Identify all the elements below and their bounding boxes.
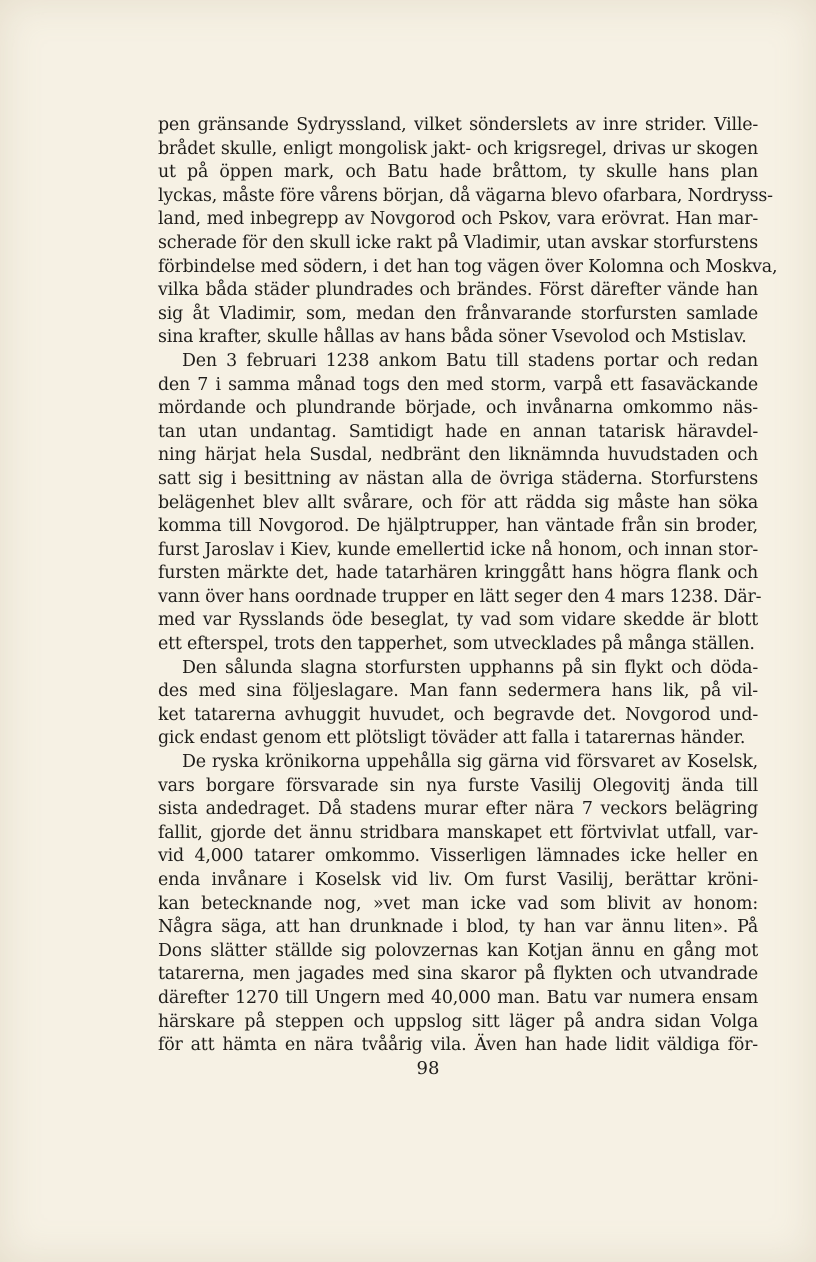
- text-line: Några säga, att han drunknade i blod, ty han var ännu liten». På: [158, 917, 758, 938]
- page-number: 98: [416, 1058, 440, 1079]
- text-line: tatarerna, men jagades med sina skaror på flykten och utvandrade: [158, 964, 758, 985]
- body-text: [158, 114, 778, 1058]
- text-line: den 7 i samma månad togs den med storm, varpå ett fasaväckande: [158, 374, 758, 395]
- text-line: Den 3 februari 1238 ankom Batu till stadens portar och redan: [182, 350, 758, 371]
- text-line: scherade för den skull icke rakt på Vladimir, utan avskar storfurstens: [158, 232, 758, 253]
- text-line: sig åt Vladimir, som, medan den frånvarande storfursten samlade: [158, 303, 758, 324]
- text-line: des med sina följeslagare. Man fann sedermera hans lik, på vil-: [158, 681, 758, 702]
- text-line: därefter 1270 till Ungern med 40,000 man. Batu var numera ensam: [158, 987, 758, 1008]
- text-line: land, med inbegrepp av Novgorod och Pskov, vara erövrat. Han mar-: [158, 209, 758, 230]
- text-line: gick endast genom ett plötsligt töväder att falla i tatarernas händer.: [158, 728, 746, 749]
- text-line: sina krafter, skulle hållas av hans båda söner Vsevolod och Mstislav.: [158, 327, 747, 348]
- text-line: ket tatarerna avhuggit huvudet, och begravde det. Novgorod und-: [158, 704, 758, 725]
- text-line: satt sig i besittning av nästan alla de övriga städerna. Storfurstens: [158, 468, 758, 489]
- text-line: ning härjat hela Susdal, nedbränt den liknämnda huvudstaden och: [158, 445, 758, 466]
- text-line: ut på öppen mark, och Batu hade bråttom, ty skulle hans plan: [158, 162, 758, 183]
- text-line: härskare på steppen och uppslog sitt läger på andra sidan Volga: [158, 1011, 758, 1032]
- text-line: lyckas, måste före vårens början, då vägarna blevo ofarbara, Nordryss-: [158, 185, 773, 206]
- text-line: fallit, gjorde det ännu stridbara manskapet ett förtvivlat utfall, var-: [158, 822, 758, 843]
- text-line: belägenhet blev allt svårare, och för att rädda sig måste han söka: [158, 492, 758, 513]
- text-line: Den sålunda slagna storfursten upphanns på sin flykt och döda-: [182, 657, 758, 678]
- text-line: brådet skulle, enligt mongolisk jakt- och krigsregel, drivas ur skogen: [158, 138, 758, 159]
- text-line: Dons slätter ställde sig polovzernas kan Kotjan ännu en gång mot: [158, 940, 758, 961]
- text-line: mördande och plundrande började, och invånarna omkommo näs-: [158, 398, 758, 419]
- text-line: vid 4,000 tatarer omkommo. Visserligen lämnades icke heller en: [158, 846, 758, 867]
- text-line: vann över hans oordnade trupper en lätt seger den 4 mars 1238. Där-: [158, 586, 762, 607]
- text-line: sista andedraget. Då stadens murar efter nära 7 veckors belägring: [158, 799, 758, 820]
- text-line: komma till Novgorod. De hjälptrupper, han väntade från sin broder,: [158, 516, 758, 537]
- text-line: fursten märkte det, hade tatarhären kringgått hans högra flank och: [158, 563, 758, 584]
- text-line: enda invånare i Koselsk vid liv. Om furst Vasilij, berättar kröni-: [158, 870, 758, 890]
- text-line: för att hämta en nära tvåårig vila. Även han hade lidit väldiga för-: [158, 1035, 758, 1056]
- text-line: pen gränsande Sydryssland, vilket sönderslets av inre strider. Ville-: [158, 115, 758, 135]
- text-line: ett efterspel, trots den tapperhet, som utvecklades på många ställen.: [158, 634, 755, 655]
- text-line: med var Rysslands öde beseglat, ty vad som vidare skedde är blott: [158, 610, 758, 631]
- text-line: kan betecknande nog, »vet man icke vad som blivit av honom:: [158, 893, 758, 914]
- text-line: vilka båda städer plundrades och brändes. Först därefter vände han: [158, 280, 758, 301]
- text-line: furst Jaroslav i Kiev, kunde emellertid icke nå honom, och innan stor-: [158, 539, 758, 560]
- text-line: tan utan undantag. Samtidigt hade en annan tatarisk häravdel-: [158, 421, 758, 442]
- text-line: förbindelse med södern, i det han tog vägen över Kolomna och Moskva,: [158, 256, 778, 277]
- text-line: vars borgare försvarade sin nya furste Vasilij Olegovitj ända till: [158, 775, 758, 796]
- text-line: De ryska krönikorna uppehålla sig gärna vid försvaret av Koselsk,: [182, 752, 758, 773]
